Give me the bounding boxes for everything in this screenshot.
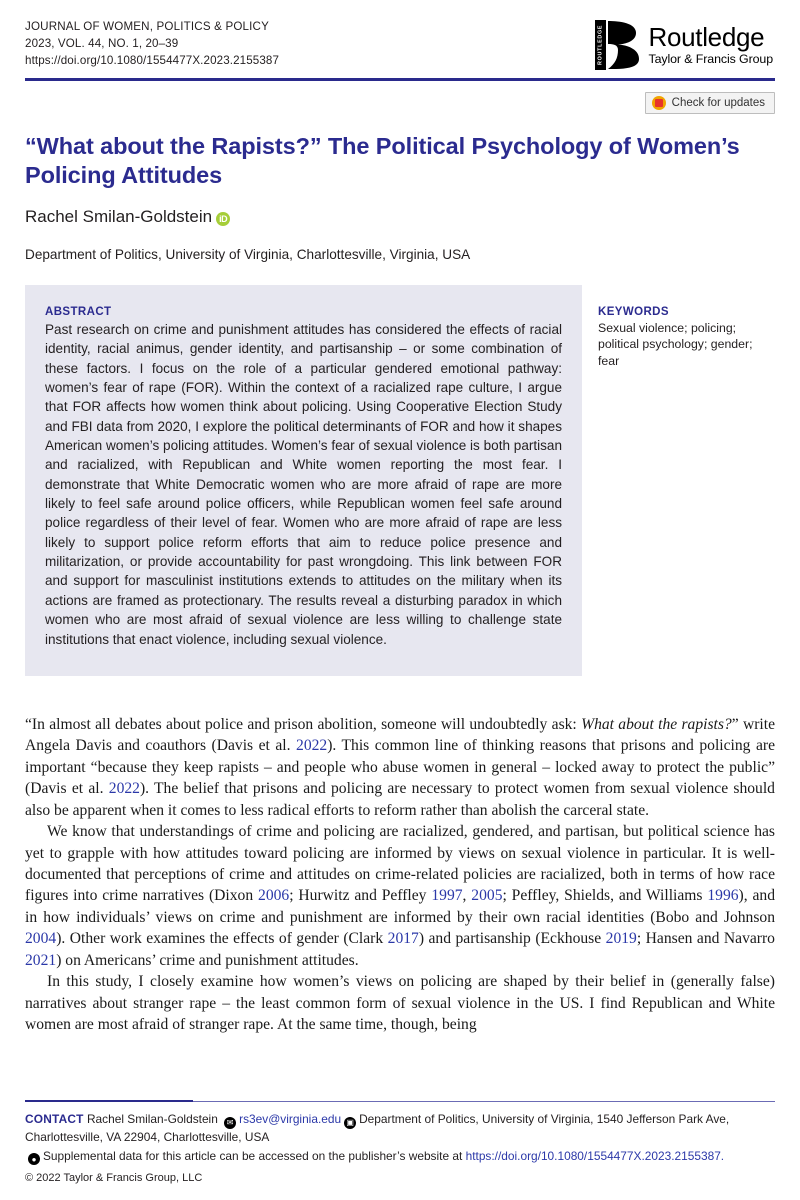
keywords-column [582,285,772,369]
crossmark-row [25,92,775,114]
citation-link[interactable]: 2022 [108,780,140,798]
p2-text-4: ; Peffley, Shields, and Williams [502,887,708,905]
p1-text-2: ” write Angela Davis and coauthors (Davis et al. [25,715,775,755]
check-for-updates-label: Check for updates [671,96,765,109]
author-affiliation: Department of Politics, University of Virginia, Charlottesville, Virginia, USA [25,246,471,262]
crossmark-icon [652,96,666,110]
contact-line [25,1111,775,1145]
keywords-heading: KEYWORDS [598,305,669,318]
orcid-id-icon[interactable]: iD [216,212,230,226]
author-line [25,207,775,227]
journal-metadata [25,18,279,69]
supplemental-text: Supplemental data for this article can be accessed on the publisher’s website at [43,1148,466,1163]
page-title: “What about the Rapists?” The Political Psychology of Women’s Policing Attitudes [25,132,740,189]
routledge-logo [595,20,773,70]
routledge-vertical-label: ROUTLEDGE [595,20,606,70]
contact-email-link[interactable]: rs3ev@virginia.edu [239,1112,342,1127]
p2-text-3: , [462,887,472,905]
body-paragraph-1 [25,714,775,821]
supplemental-doi-link[interactable]: https://doi.org/10.1080/1554477X.2023.2155387. [465,1148,725,1163]
abstract-section [25,285,775,676]
p2-text-7: ) and partisanship (Eckhouse [418,930,606,948]
copyright-line: © 2022 Taylor & Francis Group, LLC [25,1172,203,1184]
contact-name: Rachel Smilan-Goldstein [86,1112,218,1127]
body-paragraph-2 [25,821,775,971]
p2-text-1: We know that understandings of crime and policing are racialized, gendered, and partisan, but political science has yet to grapple with how attitudes toward policing are informed by views on sexual violence in particular. It is well-documented that perceptions of crime and attitudes on crime-related policies are racialized, both in terms of how race figures into crime narratives (Dixon [25,823,775,905]
p1-italic-quote: What about the rapists? [581,715,732,733]
citation-link[interactable]: 2004 [25,930,57,948]
article-body [25,714,775,1036]
footer-divider-light [193,1101,775,1102]
supplemental-line [25,1149,775,1166]
abstract-heading: ABSTRACT [45,305,112,318]
citation-link[interactable]: 2017 [387,930,419,948]
citation-link[interactable]: 2021 [25,951,57,969]
p3-text-1: In this study, I closely examine how women’s views on policing are shaped by their belief in (generally false) narratives about stranger rape – the least common form of sexual violence in the US. I find Republican and White women are most afraid of stranger rape. At the same time, though, being [25,973,775,1034]
citation-link[interactable]: 1997 [431,887,463,905]
abstract-text: Past research on crime and punishment attitudes has considered the effects of racial identity, racial animus, gender identity, and partisanship – or some combination of these factors. I focus on the role of a particular gendered emotional pathway: women’s fear of rape (FOR). Within the context of a racialized rape culture, I argue that FOR affects how women think about policing. Using Cooperative Election Study and FBI data from 2020, I explore the political determinants of FOR and how it shapes American women’s policing attitudes. Women’s fear of sexual violence is both partisan and racialized, with Republican and White women reporting the most fear. I demonstrate that White Democratic women who are more afraid of rape are more likely to feel safe around police officers, while Republican women feel safe around police regardless of their level of fear. Women who are more afraid of rape are less likely to support police reform efforts that aim to reduce police presence and militarization, or provide accountability for past wrongdoing. This link between FOR and support for masculinist institutions extends to attitudes on the military when its actions are framed as protectionary. The results reveal a disturbing paradox in which women who are most afraid of sexual violence are less willing to challenge state institutions that enact violence, including sexual violence. [45,321,562,647]
footer-divider [25,1100,775,1102]
address-icon: ▣ [344,1117,356,1129]
journal-issue-line: 2023, VOL. 44, NO. 1, 20–39 [25,37,179,51]
contact-address: Department of Politics, University of Virginia, 1540 Jefferson Park Ave, Charlottesville, VA 22904, Charlottesville, USA [25,1112,730,1144]
page-footer [25,1100,775,1184]
supplemental-file-icon: ● [28,1153,40,1165]
check-for-updates-button[interactable] [645,92,775,114]
p2-text-5: ), and in how individuals’ views on crime and punishment are informed by their own racial identities (Bobo and Johnson [25,887,775,926]
routledge-r-mark-icon [595,20,641,70]
citation-link[interactable]: 2022 [296,737,328,755]
footer-divider-dark [25,1100,193,1102]
p2-text-2: ; Hurwitz and Peffley [289,887,432,905]
routledge-group: Taylor & Francis Group [648,52,773,67]
p1-text-1: “In almost all debates about police and prison abolition, someone will undoubtedly ask: [25,715,582,733]
p2-text-8: ; Hansen and Navarro [636,930,775,948]
header-divider [25,78,775,81]
body-paragraph-3 [25,971,775,1035]
envelope-icon: ✉ [224,1117,236,1129]
citation-link[interactable]: 1996 [707,887,739,905]
citation-link[interactable]: 2005 [471,887,503,905]
routledge-wordmark [648,24,773,65]
citation-link[interactable]: 2006 [258,887,290,905]
contact-label: CONTACT [25,1112,84,1127]
keywords-text: Sexual violence; policing; political psychology; gender; fear [598,320,753,368]
routledge-r-glyph-icon [606,20,641,70]
citation-link[interactable]: 2019 [605,930,637,948]
routledge-name: Routledge [648,22,765,53]
p1-text-3: ). This common line of thinking reasons that prisons and policing are important “because they keep rapists – and people who abuse women in general – locked away to protect the public” (Davis et al. [25,737,775,798]
p2-text-6: ). Other work examines the effects of gender (Clark [56,930,388,948]
masthead [25,0,775,70]
p2-text-9: ) on Americans’ crime and punishment attitudes. [56,951,359,969]
journal-name: JOURNAL OF WOMEN, POLITICS & POLICY [25,20,270,33]
author-name: Rachel Smilan-Goldstein [25,206,213,226]
p1-text-4: ). The belief that prisons and policing are necessary to protect women from sexual violence should also be apparent when it comes to less radical efforts to reform rather than abolish the carceral state. [25,780,775,819]
abstract-box [25,285,582,676]
journal-doi-line[interactable]: https://doi.org/10.1080/1554477X.2023.2155387 [25,54,280,68]
